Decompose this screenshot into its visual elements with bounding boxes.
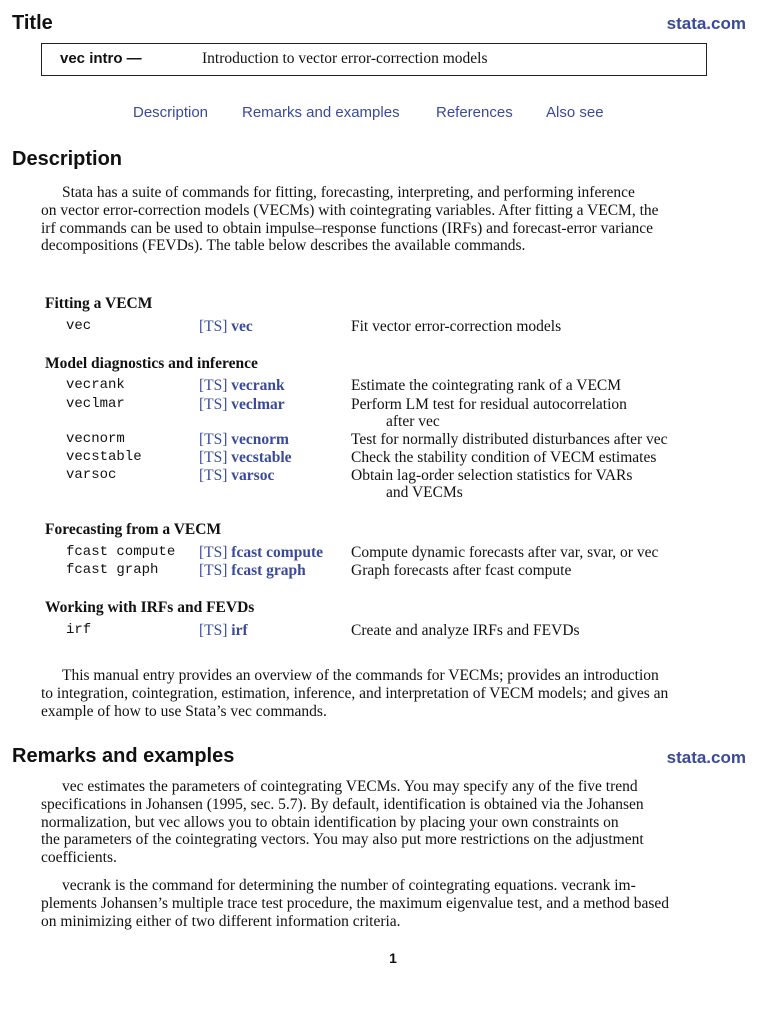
command-name: vec xyxy=(66,318,92,334)
text-line: on minimizing either of two different information criteria. xyxy=(41,912,401,930)
command-description: Test for normally distributed disturbances after vec xyxy=(351,431,668,448)
command-name: fcast graph xyxy=(66,562,159,578)
text-line: the parameters of the cointegrating vectors. You may also put more restrictions on the adjustment xyxy=(41,831,644,849)
command-name: vecstable xyxy=(66,449,142,465)
command-description: Compute dynamic forecasts after var, svar, or vec xyxy=(351,544,659,561)
text-line: specifications in Johansen (1995, sec. 5.7). By default, identification is obtained via the Johansen xyxy=(41,795,644,813)
nav-link-also-see[interactable]: Also see xyxy=(546,104,604,121)
nav-link-remarks[interactable]: Remarks and examples xyxy=(242,104,400,121)
title-heading: Title xyxy=(12,12,53,34)
command-name: varsoc xyxy=(66,467,117,483)
command-description: Perform LM test for residual autocorrelation after vec xyxy=(351,396,627,431)
entry-title-box xyxy=(41,43,707,76)
manual-reference-link[interactable]: [TS] vecstable xyxy=(199,449,292,466)
manual-reference-link[interactable]: [TS] irf xyxy=(199,622,248,639)
manual-reference-link[interactable]: [TS] varsoc xyxy=(199,467,275,484)
text-line: decompositions (FEVDs). The table below describes the available commands. xyxy=(41,237,526,255)
command-name: irf xyxy=(66,622,92,638)
description-heading: Description xyxy=(12,148,123,170)
command-description: Fit vector error-correction models xyxy=(351,318,562,335)
stata-site-link[interactable]: stata.com xyxy=(666,748,746,767)
command-name: vecrank xyxy=(66,377,125,393)
command-description: Graph forecasts after fcast compute xyxy=(351,562,572,579)
command-name: fcast compute xyxy=(66,544,176,560)
text-line: vec estimates the parameters of cointegrating VECMs. You may specify any of the five trend xyxy=(62,778,638,795)
remarks-paragraph-2 xyxy=(41,877,745,930)
text-line: example of how to use Stata’s vec commands. xyxy=(41,702,327,720)
text-line: plements Johansen’s multiple trace test procedure, the maximum eigenvalue test, and a method based xyxy=(41,894,669,912)
command-name: vecnorm xyxy=(66,431,125,447)
text-line: coefficients. xyxy=(41,849,117,867)
manual-reference-link[interactable]: [TS] vec xyxy=(199,318,253,335)
text-line: Stata has a suite of commands for fitting, forecasting, interpreting, and performing inference xyxy=(62,184,635,201)
description-paragraph-2 xyxy=(41,667,745,720)
description-paragraph-1 xyxy=(41,184,745,255)
page-number: 1 xyxy=(389,950,397,966)
nav-link-references[interactable]: References xyxy=(436,104,513,121)
manual-reference-link[interactable]: [TS] vecnorm xyxy=(199,431,289,448)
manual-reference-link[interactable]: [TS] fcast compute xyxy=(199,544,323,561)
manual-reference-link[interactable]: [TS] vecrank xyxy=(199,377,285,394)
group-title-forecasting: Forecasting from a VECM xyxy=(45,521,222,538)
nav-link-description[interactable]: Description xyxy=(133,104,209,121)
text-line: on vector error-correction models (VECMs) with cointegrating variables. After fitting a VECM, the xyxy=(41,201,659,219)
entry-description: Introduction to vector error-correction models xyxy=(202,50,488,67)
group-title-fitting: Fitting a VECM xyxy=(45,295,153,312)
stata-site-link[interactable]: stata.com xyxy=(666,14,746,33)
text-line: This manual entry provides an overview of the commands for VECMs; provides an introduction xyxy=(62,667,659,684)
command-description: Obtain lag-order selection statistics for VARs and VECMs xyxy=(351,467,633,502)
command-description: Check the stability condition of VECM estimates xyxy=(351,449,657,466)
command-name: veclmar xyxy=(66,396,125,412)
text-line: normalization, but vec allows you to obtain identification by placing your own constraints on xyxy=(41,813,619,831)
manual-reference-link[interactable]: [TS] veclmar xyxy=(199,396,285,413)
group-title-irfs: Working with IRFs and FEVDs xyxy=(45,599,255,616)
text-line: vecrank is the command for determining the number of cointegrating equations. vecrank im- xyxy=(62,877,636,894)
command-description: Estimate the cointegrating rank of a VECM xyxy=(351,377,622,394)
manual-reference-link[interactable]: [TS] fcast graph xyxy=(199,562,306,579)
text-line: to integration, cointegration, estimation, inference, and interpretation of VECM models; and gives an xyxy=(41,684,669,702)
text-line: irf commands can be used to obtain impulse–response functions (IRFs) and forecast-error variance xyxy=(41,219,654,237)
entry-command: vec intro — xyxy=(60,50,142,67)
group-title-diagnostics: Model diagnostics and inference xyxy=(45,355,258,372)
command-description: Create and analyze IRFs and FEVDs xyxy=(351,622,580,639)
remarks-heading: Remarks and examples xyxy=(12,745,235,767)
remarks-paragraph-1 xyxy=(41,778,745,867)
